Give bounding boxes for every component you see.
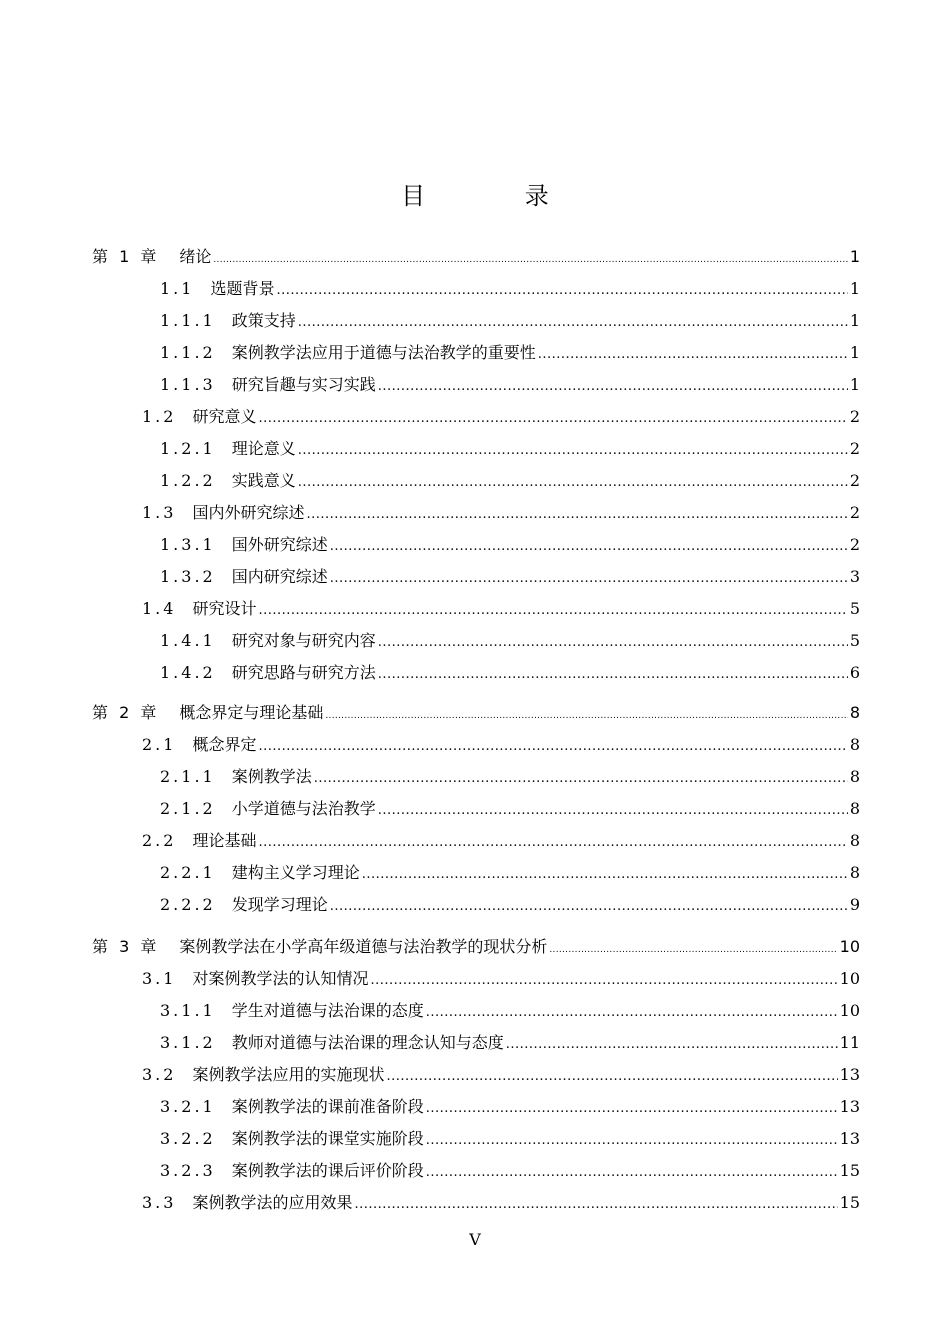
toc-entry-title: 案例教学法应用于道德与法治教学的重要性 (231, 343, 536, 362)
toc-leader-dots (258, 598, 847, 622)
toc-chapter-entry[interactable] (92, 702, 860, 724)
toc-entry-page: 2 (849, 503, 860, 522)
toc-leader-dots (426, 1000, 838, 1024)
toc-entry-number: 1.1.1 (160, 311, 216, 330)
toc-entry-number: 1.2.1 (160, 439, 216, 458)
toc-leader-dots (538, 342, 848, 366)
toc-leader-dots (549, 936, 837, 961)
page-title: 目 录 (401, 182, 595, 210)
toc-entry[interactable] (160, 1096, 860, 1118)
toc-entry-number: 1.2 (142, 407, 177, 426)
toc-entry-title: 案例教学法应用的实施现状 (192, 1065, 385, 1084)
toc-entry-page: 3 (849, 567, 860, 586)
toc-entry-page: 8 (849, 735, 860, 754)
toc-entry-title: 政策支持 (231, 311, 296, 330)
toc-entry[interactable] (142, 1064, 860, 1086)
toc-entry-title: 案例教学法的课前准备阶段 (231, 1097, 424, 1116)
toc-entry[interactable] (160, 1032, 860, 1054)
toc-leader-dots (378, 630, 848, 654)
toc-entry-page: 8 (849, 863, 860, 882)
toc-entry[interactable] (160, 1160, 860, 1182)
toc-entry-page: 8 (849, 799, 860, 818)
toc-entry-number: 第 3 章 (92, 937, 160, 956)
toc-leader-dots (426, 1128, 838, 1152)
toc-entry[interactable] (142, 830, 860, 852)
toc-entry-number: 2.1 (142, 735, 177, 754)
toc-leader-dots (330, 534, 848, 558)
toc-entry-title: 研究意义 (192, 407, 257, 426)
toc-entry-title: 案例教学法的应用效果 (192, 1193, 353, 1212)
page-number-footer: V (469, 1230, 481, 1249)
toc-leader-dots (276, 278, 847, 302)
toc-entry-title: 研究设计 (192, 599, 257, 618)
toc-entry-page: 2 (849, 535, 860, 554)
toc-chapter-entry[interactable] (92, 936, 860, 958)
toc-entry-number: 3.1.2 (160, 1033, 216, 1052)
toc-leader-dots (298, 438, 848, 462)
toc-entry-number: 1.4 (142, 599, 177, 618)
toc-leader-dots (354, 1192, 837, 1216)
toc-leader-dots (330, 894, 848, 918)
toc-entry[interactable] (160, 310, 860, 332)
toc-entry[interactable] (142, 502, 860, 524)
toc-entry[interactable] (160, 862, 860, 884)
toc-entry-page: 6 (849, 663, 860, 682)
toc-entry-number: 1.3.1 (160, 535, 216, 554)
toc-entry-title: 绪论 (179, 247, 212, 266)
toc-entry-page: 13 (839, 1097, 860, 1116)
toc-entry-number: 3.3 (142, 1193, 177, 1212)
toc-entry-title: 小学道德与法治教学 (231, 799, 376, 818)
toc-entry-page: 2 (849, 407, 860, 426)
toc-entry-page: 1 (849, 279, 860, 298)
toc-entry-number: 3.2 (142, 1065, 177, 1084)
toc-entry-title: 国内研究综述 (231, 567, 328, 586)
toc-entry-page: 2 (849, 471, 860, 490)
toc-entry-page: 8 (849, 703, 860, 722)
toc-entry-number: 3.2.2 (160, 1129, 216, 1148)
toc-entry-number: 第 2 章 (92, 703, 160, 722)
toc-entry-page: 13 (839, 1065, 860, 1084)
toc-entry-title: 概念界定与理论基础 (179, 703, 324, 722)
toc-entry-page: 1 (849, 311, 860, 330)
toc-entry-page: 1 (849, 247, 860, 266)
toc-entry-title: 案例教学法的课堂实施阶段 (231, 1129, 424, 1148)
toc-entry[interactable] (160, 766, 860, 788)
toc-leader-dots (258, 406, 847, 430)
toc-entry[interactable] (160, 534, 860, 556)
toc-entry-page: 11 (839, 1033, 860, 1052)
toc-chapter-entry[interactable] (92, 246, 860, 268)
toc-entry-number: 2.2 (142, 831, 177, 850)
toc-leader-dots (330, 566, 848, 590)
toc-entry-page: 10 (839, 969, 860, 988)
toc-entry-number: 第 1 章 (92, 247, 160, 266)
toc-entry[interactable] (142, 406, 860, 428)
toc-entry-number: 1.1 (160, 279, 195, 298)
toc-entry-page: 8 (849, 831, 860, 850)
toc-leader-dots (378, 374, 848, 398)
toc-entry-number: 3.1 (142, 969, 177, 988)
toc-entry-title: 对案例教学法的认知情况 (192, 969, 369, 988)
toc-entry-title: 理论意义 (231, 439, 296, 458)
toc-entry-page: 5 (849, 631, 860, 650)
toc-entry-title: 案例教学法的课后评价阶段 (231, 1161, 424, 1180)
toc-entry-number: 2.1.1 (160, 767, 216, 786)
toc-entry-number: 1.4.1 (160, 631, 216, 650)
toc-entry[interactable] (160, 278, 860, 300)
toc-entry[interactable] (142, 734, 860, 756)
toc-entry-title: 案例教学法在小学高年级道德与法治教学的现状分析 (179, 937, 548, 956)
toc-leader-dots (325, 702, 847, 727)
toc-entry[interactable] (160, 894, 860, 916)
toc-leader-dots (258, 830, 847, 854)
toc-leader-dots (306, 502, 847, 526)
toc-leader-dots (386, 1064, 837, 1088)
toc-entry-number: 3.2.1 (160, 1097, 216, 1116)
toc-leader-dots (378, 798, 848, 822)
toc-entry-page: 15 (839, 1161, 860, 1180)
toc-entry-number: 3.1.1 (160, 1001, 216, 1020)
toc-entry-number: 1.2.2 (160, 471, 216, 490)
toc-entry-page: 15 (839, 1193, 860, 1212)
toc-entry[interactable] (160, 630, 860, 652)
toc-entry-number: 1.3.2 (160, 567, 216, 586)
toc-entry-page: 5 (849, 599, 860, 618)
toc-entry-title: 选题背景 (210, 279, 275, 298)
toc-leader-dots (213, 246, 847, 271)
toc-entry[interactable] (160, 438, 860, 460)
toc-entry-title: 发现学习理论 (231, 895, 328, 914)
toc-entry-title: 建构主义学习理论 (231, 863, 360, 882)
toc-leader-dots (378, 662, 848, 686)
toc-entry[interactable] (160, 374, 860, 396)
toc-entry-page: 1 (849, 343, 860, 362)
toc-leader-dots (298, 470, 848, 494)
toc-entry[interactable] (160, 342, 860, 364)
toc-entry-title: 国内外研究综述 (192, 503, 305, 522)
toc-entry-title: 学生对道德与法治课的态度 (231, 1001, 424, 1020)
toc-entry[interactable] (160, 470, 860, 492)
toc-entry-page: 10 (839, 937, 860, 956)
toc-entry-title: 概念界定 (192, 735, 257, 754)
toc-entry-title: 实践意义 (231, 471, 296, 490)
toc-leader-dots (426, 1096, 838, 1120)
toc-leader-dots (370, 968, 837, 992)
toc-entry[interactable] (142, 968, 860, 990)
toc-entry-number: 1.1.3 (160, 375, 216, 394)
toc-entry-number: 2.2.2 (160, 895, 216, 914)
toc-entry-title: 研究旨趣与实习实践 (231, 375, 376, 394)
toc-entry[interactable] (160, 798, 860, 820)
toc-entry-number: 1.4.2 (160, 663, 216, 682)
toc-entry-title: 研究对象与研究内容 (231, 631, 376, 650)
toc-entry-title: 国外研究综述 (231, 535, 328, 554)
toc-leader-dots (426, 1160, 838, 1184)
toc-entry[interactable] (160, 566, 860, 588)
toc-entry-page: 13 (839, 1129, 860, 1148)
toc-entry[interactable] (142, 598, 860, 620)
toc-entry-page: 2 (849, 439, 860, 458)
toc-entry[interactable] (142, 1192, 860, 1214)
toc-entry-page: 10 (839, 1001, 860, 1020)
toc-entry-title: 研究思路与研究方法 (231, 663, 376, 682)
toc-entry-number: 3.2.3 (160, 1161, 216, 1180)
toc-entry-number: 1.1.2 (160, 343, 216, 362)
toc-leader-dots (258, 734, 847, 758)
toc-entry-page: 9 (849, 895, 860, 914)
toc-entry-title: 案例教学法 (231, 767, 312, 786)
toc-entry-title: 理论基础 (192, 831, 257, 850)
toc-entry-number: 1.3 (142, 503, 177, 522)
toc-entry-number: 2.2.1 (160, 863, 216, 882)
toc-entry[interactable] (160, 1000, 860, 1022)
toc-leader-dots (298, 310, 848, 334)
toc-entry-page: 1 (849, 375, 860, 394)
toc-entry[interactable] (160, 1128, 860, 1150)
toc-entry-title: 教师对道德与法治课的理念认知与态度 (231, 1033, 504, 1052)
toc-leader-dots (362, 862, 848, 886)
toc-leader-dots (506, 1032, 838, 1056)
toc-entry[interactable] (160, 662, 860, 684)
toc-leader-dots (314, 766, 848, 790)
toc-entry-number: 2.1.2 (160, 799, 216, 818)
toc-entry-page: 8 (849, 767, 860, 786)
